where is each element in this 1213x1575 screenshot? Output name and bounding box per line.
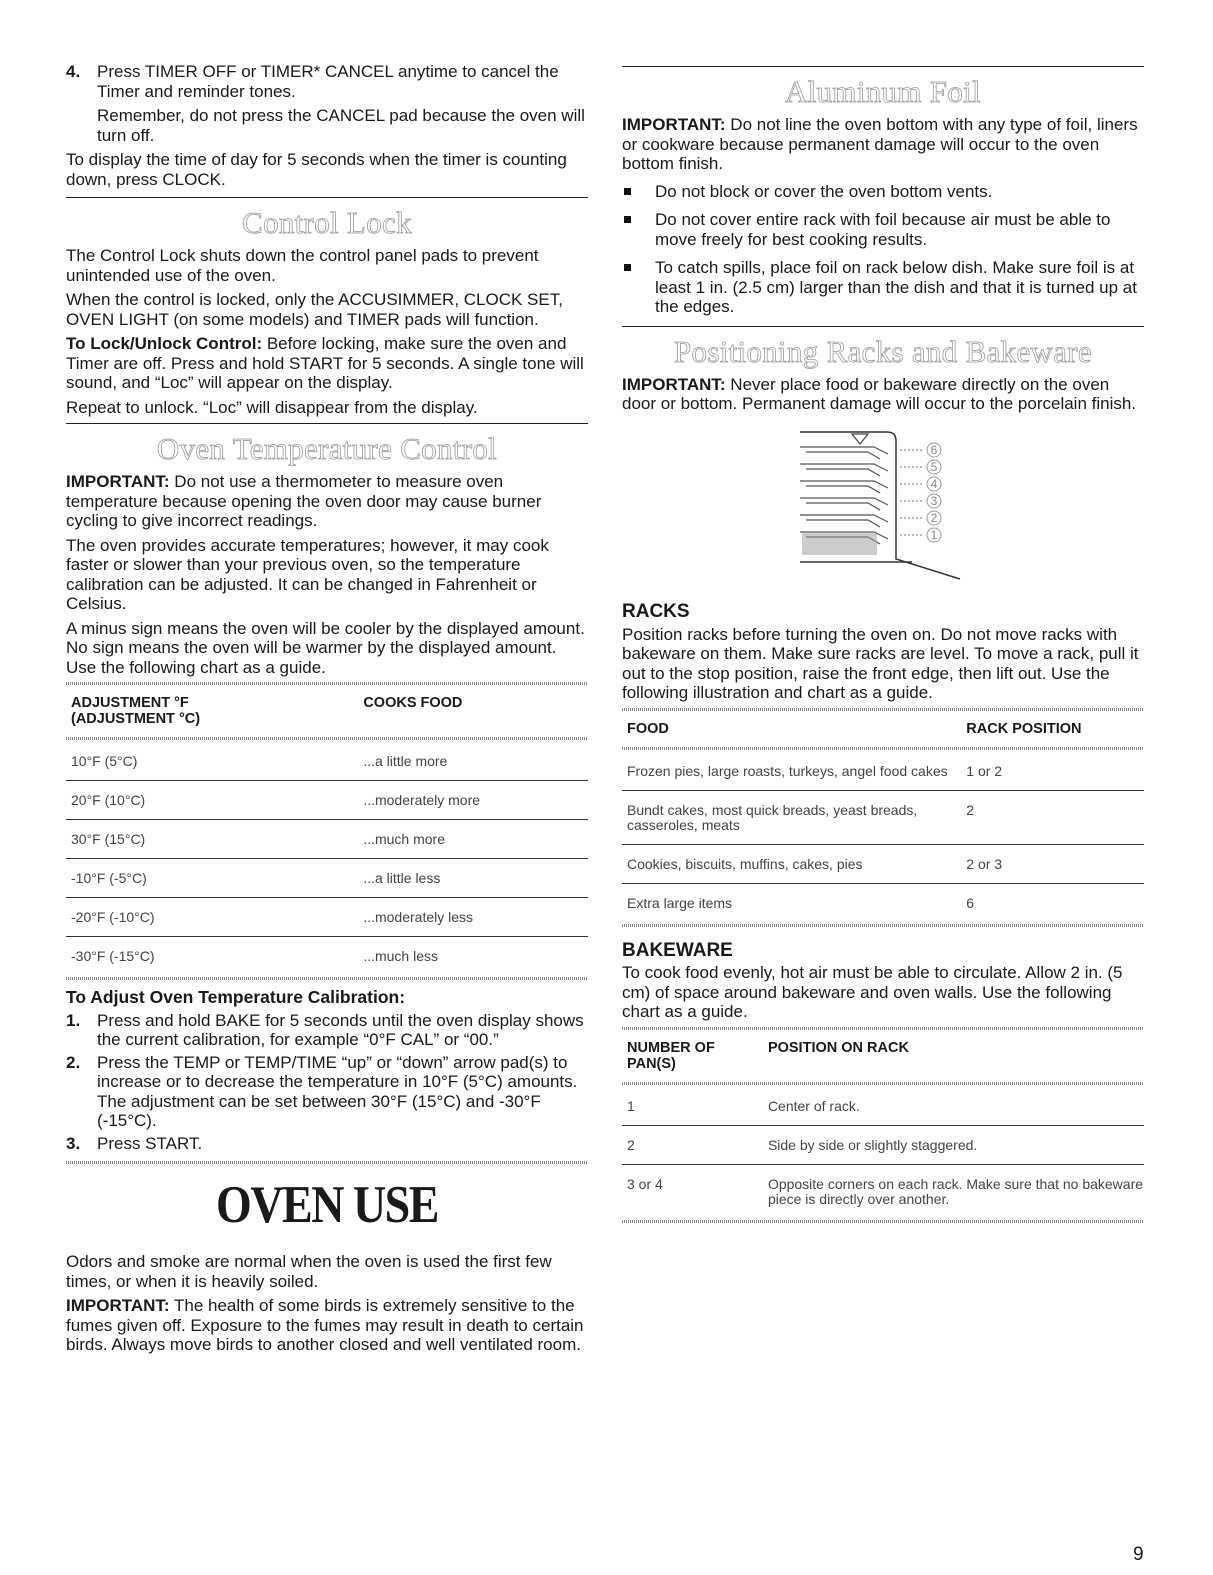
positioning-heading: Positioning Racks and Bakeware [674,333,1092,369]
table-row [622,752,1144,791]
oven-use-title: OVEN USE [216,1175,438,1234]
foil-p1: IMPORTANT: Do not line the oven bottom with any type of foil, liners or cookware because permanent damage will occur to the oven bottom finish. [622,115,1138,173]
left-column [66,0,588,1360]
table-row [622,790,1144,844]
table-bottom-border [622,1220,1144,1223]
oven-temp-p1: IMPORTANT: Do not use a thermometer to measure oven temperature because opening the oven door may cause burner cycling to give incorrect readings. [66,472,542,530]
rack-number-label: 5 [930,459,938,474]
table-cell: 30°F (15°C) [66,820,358,859]
table-cell: -20°F (-10°C) [66,898,358,937]
table-top-border [622,708,1144,711]
table-cell: 2 [622,1125,763,1164]
table-cell: Opposite corners on each rack. Make sure that no bakeware piece is directly over another. [763,1164,1144,1218]
table-cell: ...much less [358,937,588,976]
calibration-table-body [66,742,588,975]
table-row [66,859,588,898]
column-header-position-on-rack: POSITION ON RACK [767,1039,909,1056]
right-column [622,0,1144,1225]
positioning-p1: IMPORTANT: Never place food or bakeware directly on the oven door or bottom. Permanent damage will occur to the porcelain finish. [622,374,1137,413]
control-lock-p2: When the control is locked, only the ACCUSIMMER, CLOCK SET, OVEN LIGHT (on some models) and TIMER pads will function. [66,290,563,329]
table-bottom-border [66,977,588,980]
table-row [66,820,588,859]
bullet-text: Do not block or cover the oven bottom vents. [655,181,993,201]
table-row [622,1087,1144,1126]
step-number: 3. [66,1133,81,1153]
rack-leader-lines [900,450,922,535]
foil-bullet-item [622,258,1144,317]
table-header-row [66,687,588,735]
oven-temp-p3: A minus sign means the oven will be cooler by the displayed amount. No sign means the oven will be warmer by the displayed amount. Use the following chart as a guide. [66,618,585,677]
column-header-number-of-pans: NUMBER OF PAN(S) [627,1039,715,1072]
adjust-step [66,1134,588,1154]
table-cell: ...moderately more [358,781,588,820]
table-cell: 2 or 3 [961,844,1144,883]
oven-use-p1: Odors and smoke are normal when the oven is used the first few times, or when it is heavily soiled. [66,1252,552,1291]
section-divider [66,423,588,424]
timer-steps [66,62,588,145]
calibration-table [66,687,588,735]
section-divider [622,66,1144,67]
control-lock-p4: Repeat to unlock. “Loc” will disappear from the display. [66,397,478,417]
table-row [66,898,588,937]
table-cell: ...moderately less [358,898,588,937]
table-row [622,1125,1144,1164]
step-text: Press and hold BAKE for 5 seconds until the oven display shows the current calibration, for example “0°F CAL” or “00.” [97,1010,584,1049]
table-cell: 1 or 2 [966,762,1003,779]
control-lock-p3: To Lock/Unlock Control: Before locking, make sure the oven and Timer are off. Press and hold START for 5 seconds. A single tone will sound, and “Loc” will appear on the display. [66,334,584,392]
rack-stop-icon [852,434,868,444]
column-header-adjustment: ADJUSTMENT °F (ADJUSTMENT °C) [71,695,201,727]
section-divider [66,1161,588,1164]
step-note: Remember, do not press the CANCEL pad because the oven will turn off. [97,106,585,145]
foil-bullets [622,182,1144,317]
table-cell: 10°F (5°C) [71,753,138,769]
step-number: 4. [66,62,81,81]
bullet-square-icon [624,216,631,223]
racks-paragraph: Position racks before turning the oven on. Do not move racks with bakeware on them. Make sure racks are level. To move a rack, pull it out to the stop position, raise the front edge, then lift out. Use the following illustration and chart as a guide. [622,624,1139,702]
oven-use-p2: IMPORTANT: The health of some birds is extremely sensitive to the fumes given off. Exposure to the fumes may result in death to certain birds. Always move birds to another closed and well ventilated room. [66,1296,584,1354]
table-cell: Extra large items [622,883,961,922]
table-header-row [622,713,1144,745]
bullet-square-icon [624,264,631,271]
table-cell: ...much more [358,820,588,859]
racks-heading: RACKS [622,601,690,622]
table-header-row [622,1032,1144,1080]
table-cell: ...a little more [363,753,448,769]
table-row [66,781,588,820]
table-row [622,1164,1144,1218]
rack-number-label: 6 [930,442,938,457]
table-cell: 6 [961,883,1144,922]
table-cell: ...a little less [358,859,588,898]
column-header-rack-position: RACK POSITION [966,720,1082,737]
table-bottom-border [622,924,1144,927]
table-cell: 20°F (10°C) [66,781,358,820]
foil-bullet-item [622,210,1144,249]
control-lock-p1: The Control Lock shuts down the control panel pads to prevent unintended use of the oven. [66,246,539,285]
table-cell: -10°F (-5°C) [66,859,358,898]
step-text: Press the TEMP or TEMP/TIME “up” or “down” arrow pad(s) to increase or to decrease the temperature in 10°F (5°C) amounts. The adjustment can be set between 30°F (15°C) and -30°F (-15°C). [97,1052,578,1130]
step-text: Press START. [97,1133,203,1153]
bakeware-paragraph: To cook food evenly, hot air must be able to circulate. Allow 2 in. (5 cm) of space around bakeware and oven walls. Use the following chart as a guide. [622,963,1123,1021]
racks-table-body [622,752,1144,922]
step-number: 1. [66,1010,81,1030]
table-cell: Center of rack. [767,1097,860,1114]
table-cell: -30°F (-15°C) [66,937,358,976]
bakeware-table-body [622,1087,1144,1218]
column-header-food: FOOD [627,720,669,737]
column-header-cooks-food: COOKS FOOD [363,695,463,711]
foil-heading: Aluminum Foil [785,74,981,109]
foil-bullet-item [622,182,1144,202]
table-cell: Cookies, biscuits, muffins, cakes, pies [622,844,961,883]
table-cell: Bundt cakes, most quick breads, yeast breads, casseroles, meats [622,790,961,844]
adjust-step [66,1053,588,1131]
rack-number-label: 1 [930,527,938,542]
table-cell: Frozen pies, large roasts, turkeys, angel food cakes [627,762,948,779]
table-header-border [622,747,1144,750]
section-divider [622,326,1144,327]
rack-number-label: 3 [930,493,938,508]
rack-positions-illustration [622,419,1144,594]
table-cell: Side by side or slightly staggered. [763,1125,1144,1164]
table-row [622,883,1144,922]
oven-temp-heading: Oven Temperature Control [156,431,498,466]
clock-note: To display the time of day for 5 seconds when the timer is counting down, press CLOCK. [66,150,567,189]
table-top-border [622,1027,1144,1030]
step-text: Press TIMER OFF or TIMER* CANCEL anytime to cancel the Timer and reminder tones. [97,62,559,101]
table-row [622,844,1144,883]
bakeware-table [622,1032,1144,1080]
table-cell: 2 [961,790,1144,844]
racks-table [622,713,1144,745]
rack-number-label: 4 [930,476,938,491]
adjust-step [66,1011,588,1050]
table-cell: 3 or 4 [622,1164,763,1218]
bullet-text: Do not cover entire rack with foil because air must be able to move freely for best cooking results. [655,210,1111,249]
table-row [66,742,588,781]
oven-temp-p2: The oven provides accurate temperatures; however, it may cook faster or slower than your previous oven, so the temperature calibration can be adjusted. It can be changed in Fahrenheit or Celsius. [66,535,549,613]
timer-step-4 [66,62,588,145]
adjust-steps [66,1011,588,1154]
oven-racks [800,447,888,544]
section-divider [66,197,588,198]
adjust-heading: To Adjust Oven Temperature Calibration: [66,987,406,1007]
table-header-border [66,737,588,740]
rack-number-label: 2 [930,510,938,525]
bullet-text: To catch spills, place foil on rack below dish. Make sure foil is at least 1 in. (2.5 cm) larger than the dish and that it is turned up at the edges. [655,258,1137,316]
control-lock-heading: Control Lock [242,205,412,240]
table-cell: 1 [627,1097,635,1114]
bullet-square-icon [624,188,631,195]
table-header-border [622,1082,1144,1085]
table-top-border [66,682,588,685]
rack-number-labels [927,443,941,542]
page-number: 9 [1133,1544,1144,1565]
table-row [66,937,588,976]
bottom-heating-element [802,531,877,555]
step-number: 2. [66,1052,81,1072]
bakeware-heading: BAKEWARE [622,939,733,961]
